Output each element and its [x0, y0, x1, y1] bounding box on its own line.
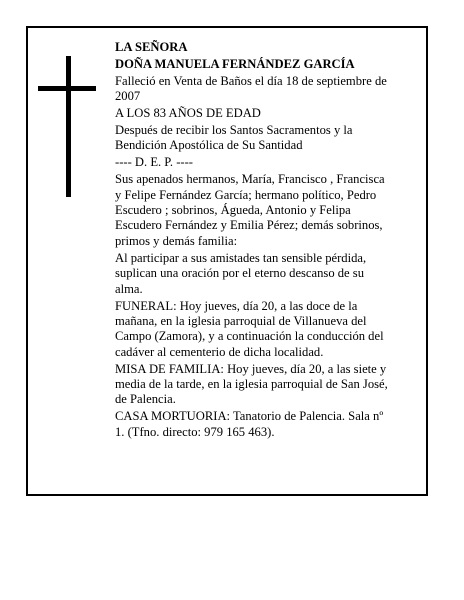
rip-line: ---- D. E. P. ---- [115, 155, 193, 170]
funeral-info: FUNERAL: Hoy jueves, día 20, a las doce de la mañana, en la iglesia parroquial de Villanueva del Campo (Zamora), y a continuación la conducción del cadáver al cementerio de dicha localidad. [115, 298, 384, 359]
obituary-text [115, 40, 393, 442]
deceased-name: DOÑA MANUELA FERNÁNDEZ GARCÍA [115, 56, 355, 71]
sacraments-line: Después de recibir los Santos Sacramentos y la Bendición Apostólica de Su Santidad [115, 123, 353, 153]
family-mass-info: MISA DE FAMILIA: Hoy jueves, día 20, a las siete y media de la tarde, en la iglesia parroquial de San José, de Palencia. [115, 361, 388, 407]
title-honorific: LA SEÑORA [115, 40, 188, 54]
cross-vertical-bar [66, 56, 71, 197]
family-list: Sus apenados hermanos, María, Francisco , Francisca y Felipe Fernández García; hermano político, Pedro Escudero ; sobrinos, Águeda, Antonio y Felipa Escudero Fernández y Emilia Pérez; demás sobrinos, primos y demás familia: [115, 172, 385, 248]
prayer-request: Al participar a sus amistades tan sensible pérdida, suplican una oración por el eterno descanso de su alma. [115, 250, 367, 296]
death-place-date: Falleció en Venta de Baños el día 18 de septiembre de 2007 [115, 73, 387, 104]
age-line: A LOS 83 AÑOS DE EDAD [115, 106, 261, 121]
cross-horizontal-bar [38, 86, 96, 91]
funeral-home-info: CASA MORTUORIA: Tanatorio de Palencia. Sala nº 1. (Tfno. directo: 979 165 463). [115, 409, 384, 439]
